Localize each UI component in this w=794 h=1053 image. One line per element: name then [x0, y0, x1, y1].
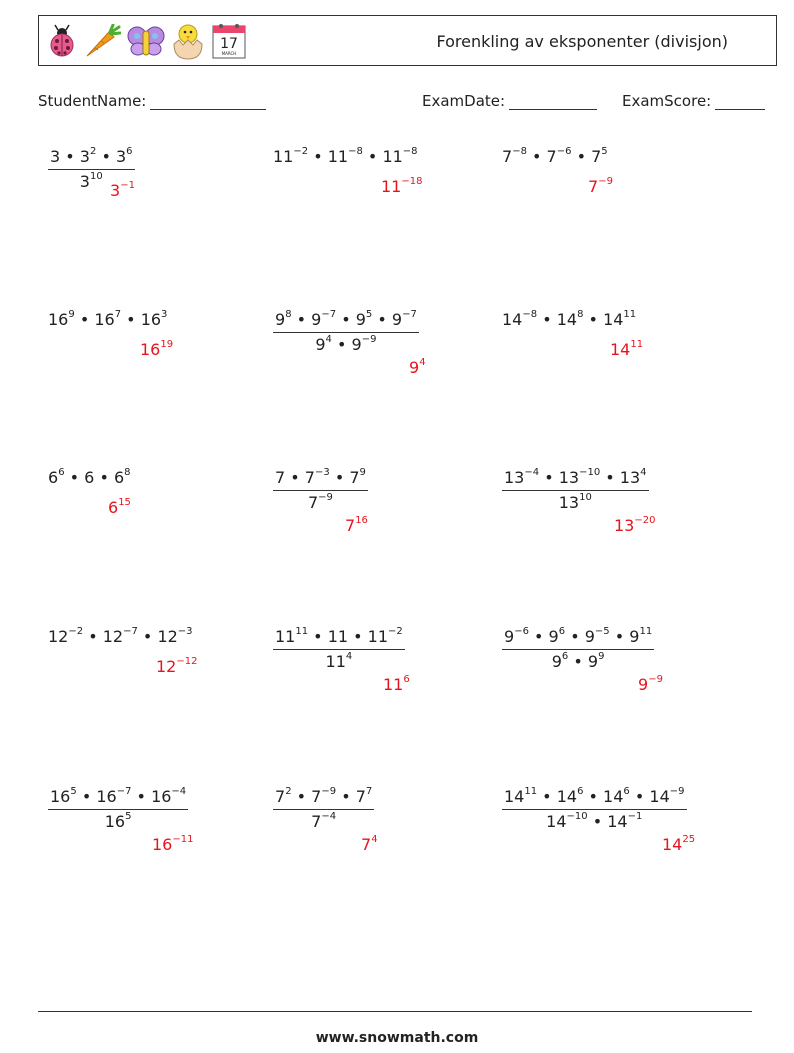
answer-3: $7^{-9}$	[588, 176, 613, 196]
exam-score-blank[interactable]	[715, 93, 765, 110]
chick-icon	[171, 22, 205, 60]
exam-score-field	[622, 92, 765, 110]
carrot-icon	[83, 24, 121, 58]
calendar-icon	[211, 22, 247, 60]
denominator: $14^{-10}$ • $14^{-1}$	[546, 811, 643, 831]
denominator: $9^4$ • $9^{-9}$	[315, 334, 377, 354]
fraction	[48, 787, 188, 831]
answer-11: $11^6$	[383, 674, 410, 694]
expression: $12^{-2}$ • $12^{-7}$ • $12^{-3}$	[48, 626, 193, 646]
student-name-blank[interactable]	[150, 93, 266, 110]
numerator: $16^5$ • $16^{-7}$ • $16^{-4}$	[48, 787, 188, 810]
answer-12: $9^{-9}$	[638, 674, 663, 694]
problem-6	[502, 310, 636, 329]
exam-score-label: ExamScore:	[622, 92, 712, 110]
problem-12	[502, 627, 654, 671]
denominator: $11^4$	[325, 651, 353, 671]
expression: $11^{-2}$ • $11^{-8}$ • $11^{-8}$	[273, 146, 418, 166]
answer-7: $6^{15}$	[108, 497, 131, 517]
student-name-field	[38, 92, 266, 110]
answer-6: $14^{11}$	[610, 339, 644, 359]
problem-13	[48, 787, 188, 831]
problem-3	[502, 147, 608, 166]
fraction	[502, 627, 654, 671]
numerator: $7^2$ • $7^{-9}$ • $7^7$	[273, 787, 374, 810]
answer-13: $16^{-11}$	[152, 834, 194, 854]
denominator: $9^6$ • $9^9$	[551, 651, 605, 671]
expression: $16^9$ • $16^7$ • $16^3$	[48, 309, 168, 329]
problem-9	[502, 468, 649, 512]
problem-10	[48, 627, 193, 646]
answer-2: $11^{-18}$	[381, 176, 423, 196]
answer-4: $16^{19}$	[140, 339, 174, 359]
expression: $14^{-8}$ • $14^8$ • $14^{11}$	[502, 309, 637, 329]
exam-date-label: ExamDate:	[422, 92, 506, 110]
fraction	[273, 310, 419, 354]
numerator: $14^{11}$ • $14^6$ • $14^6$ • $14^{-9}$	[502, 787, 687, 810]
fraction	[273, 627, 405, 671]
answer-14: $7^4$	[361, 834, 378, 854]
footer-site: www.snowmath.com	[315, 1030, 479, 1046]
numerator: $13^{-4}$ • $13^{-10}$ • $13^4$	[502, 468, 649, 491]
fraction	[273, 787, 374, 831]
worksheet-title: Forenkling av eksponenter (divisjon)	[436, 32, 728, 51]
answer-5: $9^4$	[409, 357, 426, 377]
denominator: $7^{-4}$	[311, 811, 337, 831]
problem-11	[273, 627, 405, 671]
denominator: $16^5$	[104, 811, 132, 831]
student-name-label: StudentName:	[38, 92, 147, 110]
header-icons	[47, 22, 247, 60]
numerator: $9^{-6}$ • $9^6$ • $9^{-5}$ • $9^{11}$	[502, 627, 654, 650]
answer-15: $14^{25}$	[662, 834, 696, 854]
denominator: $7^{-9}$	[307, 492, 333, 512]
fraction	[502, 468, 649, 512]
numerator: $11^{11}$ • 11 • $11^{-2}$	[273, 627, 405, 650]
problem-2	[273, 147, 418, 166]
ladybug-icon	[47, 24, 77, 58]
numerator: 3 • $3^2$ • $3^6$	[48, 147, 135, 170]
expression: $6^6$ • 6 • $6^8$	[48, 467, 131, 487]
problem-15	[502, 787, 687, 831]
denominator: $3^{10}$	[79, 171, 103, 191]
numerator: $9^8$ • $9^{-7}$ • $9^5$ • $9^{-7}$	[273, 310, 419, 333]
problem-8	[273, 468, 368, 512]
problem-4	[48, 310, 167, 329]
exam-date-field	[422, 92, 597, 110]
problem-7	[48, 468, 131, 487]
footer-divider	[38, 1011, 752, 1012]
exam-date-blank[interactable]	[509, 93, 597, 110]
svg-text:MARCH: MARCH	[221, 51, 237, 56]
fraction	[273, 468, 368, 512]
answer-9: $13^{-20}$	[614, 515, 656, 535]
numerator: 7 • $7^{-3}$ • $7^9$	[273, 468, 368, 491]
answer-1: $3^{-1}$	[110, 180, 135, 200]
butterfly-icon	[127, 24, 165, 58]
svg-text:17: 17	[220, 36, 238, 52]
expression: $7^{-8}$ • $7^{-6}$ • $7^5$	[502, 146, 608, 166]
denominator: $13^{10}$	[558, 492, 592, 512]
problem-5	[273, 310, 419, 354]
answer-8: $7^{16}$	[345, 515, 368, 535]
fraction	[502, 787, 687, 831]
problem-14	[273, 787, 374, 831]
answer-10: $12^{-12}$	[156, 656, 198, 676]
worksheet-header	[38, 15, 777, 66]
